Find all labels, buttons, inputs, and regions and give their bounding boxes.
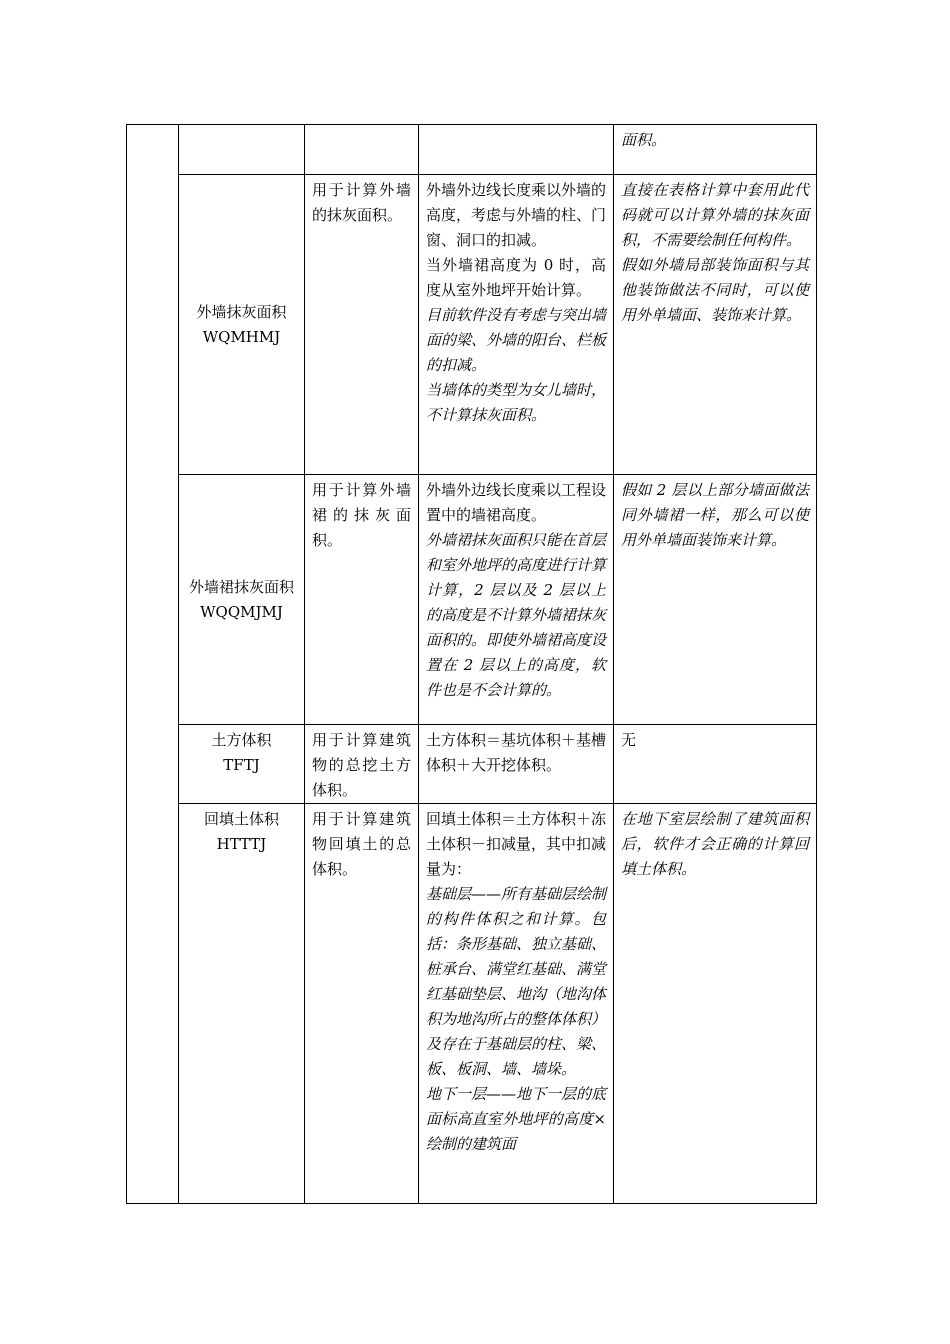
row-name-cell xyxy=(179,725,305,804)
note-text: 在地下室层绘制了建筑面积后，软件才会正确的计算回填土体积。 xyxy=(621,810,809,878)
row-rule-cell xyxy=(419,125,614,175)
row-note-cell xyxy=(614,125,817,175)
merged-category-cell xyxy=(127,125,179,1204)
row-name-cell xyxy=(179,125,305,175)
row-name-cell xyxy=(179,475,305,725)
purpose-text: 用于计算建筑物的总挖土方体积。 xyxy=(312,731,411,799)
row-purpose-cell xyxy=(305,125,419,175)
rule-text: 当外墙裙高度为 0 时，高度从室外地坪开始计算。 xyxy=(426,256,606,299)
row-note-cell xyxy=(614,475,817,725)
table-row xyxy=(127,725,817,804)
rule-text: 基础层——所有基础层绘制的构件体积之和计算。包括：条形基础、独立基础、桩承台、满堂红基础、满堂红基础垫层、地沟（地沟体积为地沟所占的整体体积）及存在于基础层的柱、梁、板、板洞、墙、墙垛。 xyxy=(426,885,607,1078)
purpose-text: 用于计算建筑物回填土的总体积。 xyxy=(312,810,411,878)
table-row xyxy=(127,804,817,1204)
note-text: 假如 2 层以上部分墙面做法同外墙裙一样，那么可以使用外单墙面装饰来计算。 xyxy=(621,481,809,549)
rule-text: 外墙外边线长度乘以外墙的高度，考虑与外墙的柱、门窗、洞口的扣减。 xyxy=(426,181,607,249)
rule-text: 目前软件没有考虑与突出墙面的梁、外墙的阳台、栏板的扣减。 xyxy=(426,306,607,374)
row-note-cell xyxy=(614,175,817,475)
row-rule-cell xyxy=(419,804,614,1204)
quantity-code-table xyxy=(126,124,817,1204)
item-code: WQMHMJ xyxy=(202,327,281,346)
rule-text: 当墙体的类型为女儿墙时，不计算抹灰面积。 xyxy=(426,381,607,424)
item-name: 外墙裙抹灰面积 xyxy=(188,577,294,596)
rule-text: 土方体积＝基坑体积＋基槽体积＋大开挖体积。 xyxy=(426,731,607,774)
table-row xyxy=(127,475,817,725)
item-code: TFTJ xyxy=(223,756,260,774)
table-row xyxy=(127,125,817,175)
rule-text: 外墙外边线长度乘以工程设置中的墙裙高度。 xyxy=(426,481,607,524)
note-text: 假如外墙局部装饰面积与其他装饰做法不同时，可以使用外单墙面、装饰来计算。 xyxy=(621,256,809,324)
row-rule-cell xyxy=(419,475,614,725)
row-note-cell xyxy=(614,725,817,804)
row-purpose-cell xyxy=(305,804,419,1204)
item-code: WQQMJMJ xyxy=(200,602,283,621)
row-rule-cell xyxy=(419,175,614,475)
row-name-cell xyxy=(179,175,305,475)
rule-text: 地下一层——地下一层的底面标高直室外地坪的高度×绘制的建筑面 xyxy=(426,1085,607,1153)
note-text: 直接在表格计算中套用此代码就可以计算外墙的抹灰面积，不需要绘制任何构件。 xyxy=(621,181,809,249)
item-name: 回填土体积 xyxy=(203,810,279,828)
note-text: 无 xyxy=(621,731,637,749)
row-rule-cell xyxy=(419,725,614,804)
purpose-text: 用于计算外墙的抹灰面积。 xyxy=(312,181,411,224)
rule-text: 外墙裙抹灰面积只能在首层和室外地坪的高度进行计算计算，2 层以及 2 层以上的高度是不计算外墙裙抹灰面积的。即使外墙裙高度设置在 2 层以上的高度，软件也是不会计算的。 xyxy=(426,531,607,699)
row-name-cell xyxy=(179,804,305,1204)
table-row xyxy=(127,175,817,475)
item-name: 外墙抹灰面积 xyxy=(196,302,287,321)
item-code: HTTTJ xyxy=(216,835,267,853)
row-note-cell xyxy=(614,804,817,1204)
purpose-text: 用于计算外墙裙的抹灰面积。 xyxy=(312,481,411,549)
item-name: 土方体积 xyxy=(211,731,272,749)
row-purpose-cell xyxy=(305,475,419,725)
row-purpose-cell xyxy=(305,175,419,475)
note-text: 面积。 xyxy=(621,131,667,149)
rule-text: 回填土体积＝土方体积＋冻土体积－扣减量，其中扣减量为： xyxy=(426,810,607,878)
row-purpose-cell xyxy=(305,725,419,804)
